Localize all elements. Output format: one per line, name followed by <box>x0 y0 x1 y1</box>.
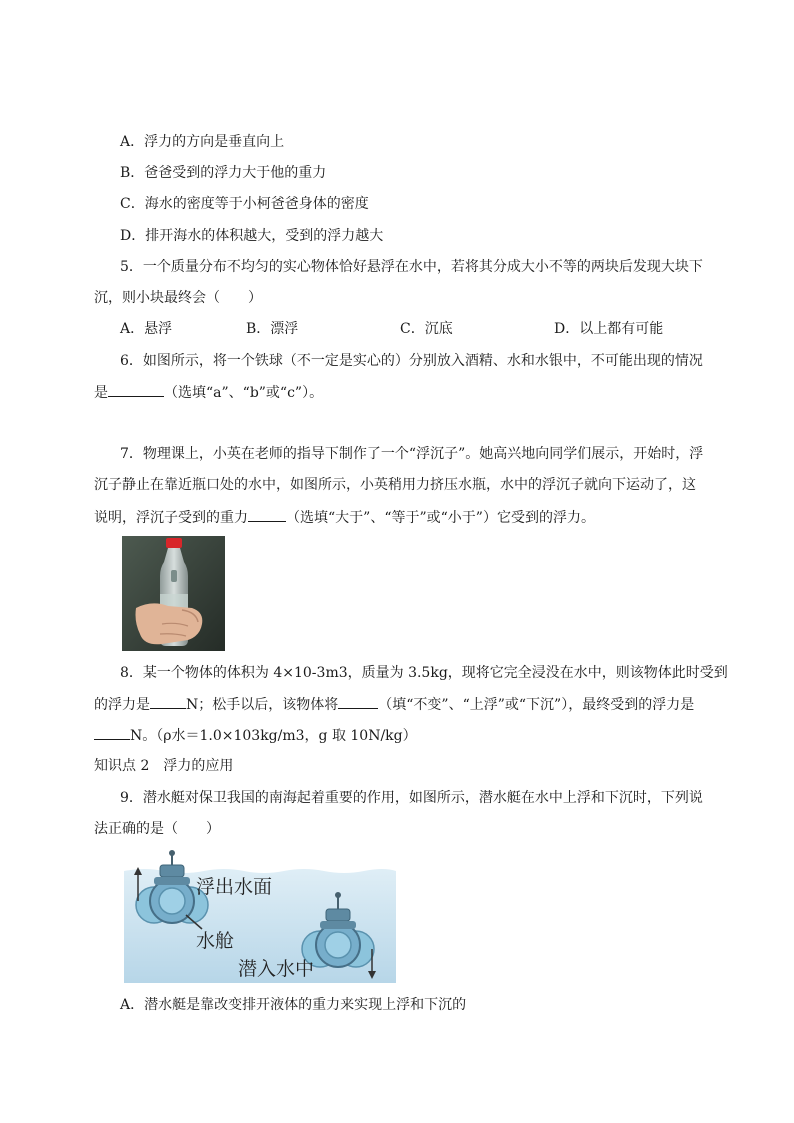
q5-option-a: A．悬浮 <box>120 321 173 337</box>
q9-stem-line1: 9．潜水艇对保卫我国的南海起着重要的作用，如图所示，潜水艇在水中上浮和下沉时，下列说 <box>120 790 703 806</box>
section-heading: 知识点 2 浮力的应用 <box>94 758 234 774</box>
bottle-photo <box>122 536 225 651</box>
q8-text-pre: 的浮力是 <box>94 697 150 713</box>
label-diving: 潜入水中 <box>238 958 315 980</box>
label-surfacing: 浮出水面 <box>196 876 273 898</box>
q6-stem-line2 <box>94 382 700 403</box>
q5-options <box>120 319 700 339</box>
q6-stem-line1: 6．如图所示，将一个铁球（不一定是实心的）分别放入酒精、水和水银中，不可能出现的情况 <box>120 353 703 369</box>
q8-answer-blank-3 <box>94 725 130 740</box>
q7-stem-line3 <box>94 507 700 528</box>
q8-text-post: （填“不变”、“上浮”或“下沉”），最终受到的浮力是 <box>378 697 695 713</box>
q4-option-c: C．海水的密度等于小柯爸爸身体的密度 <box>120 196 369 212</box>
label-water-tank: 水舱 <box>196 930 235 952</box>
q8-stem-line1: 8．某一个物体的体积为 4×10-3m3，质量为 3.5kg，现将它完全浸没在水中，则该物体此时受到 <box>120 665 728 681</box>
q8-text-line3: N。（ρ水＝1.0×103kg/m3，g 取 10N/kg） <box>130 728 417 744</box>
q5-stem-line1: 5．一个质量分布不均匀的实心物体恰好悬浮在水中，若将其分成大小不等的两块后发现大块下 <box>120 259 703 275</box>
q7-stem-line1: 7．物理课上，小英在老师的指导下制作了一个“浮沉子”。她高兴地向同学们展示，开始时，浮 <box>120 446 704 462</box>
q8-stem-line3 <box>94 725 700 746</box>
q9-stem-line2: 法正确的是（ ） <box>94 821 220 837</box>
q8-text-mid: N；松手以后，该物体将 <box>186 697 339 713</box>
q5-option-d: D．以上都有可能 <box>554 321 664 337</box>
q6-answer-blank <box>108 382 164 397</box>
q4-option-a: A．浮力的方向是垂直向上 <box>120 134 285 150</box>
q7-text-post: （选填“大于”、“等于”或“小于”）它受到的浮力。 <box>286 510 595 526</box>
submarine-diagram <box>124 849 396 983</box>
q7-stem-line2: 沉子静止在靠近瓶口处的水中，如图所示，小英稍用力挤压水瓶，水中的浮沉子就向下运动了，这 <box>94 477 696 493</box>
q8-answer-blank-2 <box>338 694 378 709</box>
q8-stem-line2 <box>94 694 700 715</box>
q6-text-pre: 是 <box>94 385 108 401</box>
q7-answer-blank <box>248 507 286 522</box>
q7-text-pre: 说明，浮沉子受到的重力 <box>94 510 248 526</box>
q4-option-b: B．爸爸受到的浮力大于他的重力 <box>120 165 327 181</box>
q5-stem-line2: 沉，则小块最终会（ ） <box>94 290 262 306</box>
q9-option-a: A．潜水艇是靠改变排开液体的重力来实现上浮和下沉的 <box>120 997 467 1013</box>
q4-option-d: D．排开海水的体积越大，受到的浮力越大 <box>120 228 384 244</box>
q8-answer-blank-1 <box>150 694 186 709</box>
q5-option-c: C．沉底 <box>400 321 453 337</box>
q6-text-post: （选填“a”、“b”或“c”）。 <box>164 385 324 401</box>
q5-option-b: B．漂浮 <box>246 321 299 337</box>
